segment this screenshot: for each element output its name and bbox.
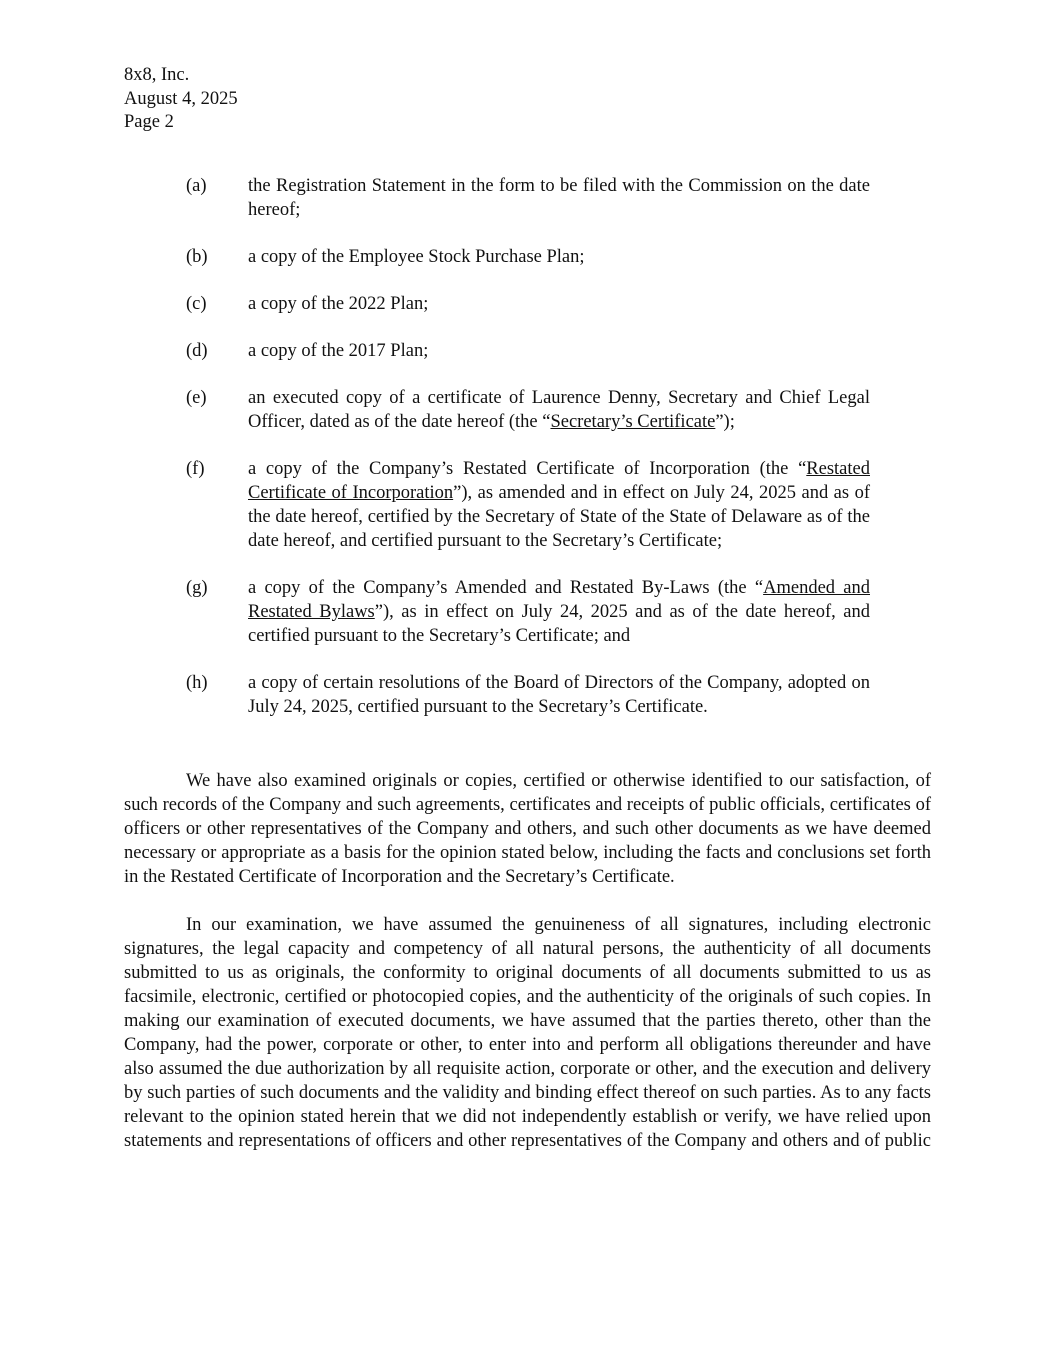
list-item xyxy=(186,174,870,222)
item-label: (h) xyxy=(186,673,208,693)
item-label: (b) xyxy=(186,247,208,267)
item-label: (c) xyxy=(186,294,207,314)
body-text xyxy=(124,769,931,1177)
list-item xyxy=(186,386,870,434)
item-label: (a) xyxy=(186,176,207,196)
paragraph-assumptions: In our examination, we have assumed the genuineness of all signatures, including electronic signatures, the legal capacity and competency of all natural persons, the authenticity of all documents submitted to us as originals, the conformity to original documents of all documents submitted to us as facsimile, electronic, certified or photocopied copies, and the authenticity of the originals of such copies. In making our examination of executed documents, we have assumed that the parties thereto, other than the Company, had the power, corporate or other, to enter into and perform all obligations thereunder and have also assumed the due authorization by all requisite action, corporate or other, and the execution and delivery by such parties of such documents and the validity and binding effect thereof on such parties. As to any facts relevant to the opinion stated herein that we did not independently establish or verify, we have relied upon statements and representations of officers and other representatives of the Company and others and of public xyxy=(124,915,931,1151)
defined-term: Secretary’s Certificate xyxy=(550,412,716,432)
item-label: (d) xyxy=(186,341,208,361)
item-label: (f) xyxy=(186,459,205,479)
item-text: a copy of the 2017 Plan; xyxy=(248,341,429,361)
item-text: a copy of the 2022 Plan; xyxy=(248,294,429,314)
item-text xyxy=(248,457,870,553)
item-text xyxy=(248,386,870,434)
defined-term: Amended and Restated Bylaws xyxy=(248,578,870,622)
list-item xyxy=(186,339,870,363)
item-text-post: ”), as in effect on July 24, 2025 and as of the date hereof, and certified pursuant to the Secretary’s Certificate; and xyxy=(248,602,870,646)
letterhead xyxy=(124,64,238,135)
item-label: (g) xyxy=(186,578,208,598)
item-text-pre: an executed copy of a certificate of Laurence Denny, Secretary and Chief Legal Officer, dated as of the date hereof (the “ xyxy=(248,388,870,432)
item-text-pre: a copy of the Company’s Amended and Restated By-Laws (the “ xyxy=(248,578,764,598)
item-text: a copy of certain resolutions of the Board of Directors of the Company, adopted on July 24, 2025, certified pursuant to the Secretary’s Certificate. xyxy=(248,673,870,717)
list-item xyxy=(186,576,870,648)
page-number: Page 2 xyxy=(124,112,174,132)
list-item xyxy=(186,292,870,316)
item-text: a copy of the Employee Stock Purchase Plan; xyxy=(248,247,585,267)
list-item xyxy=(186,671,870,719)
paragraph-examination-scope: We have also examined originals or copies, certified or otherwise identified to our satisfaction, of such records of the Company and such agreements, certificates and receipts of public officials, certificates of officers or other representatives of the Company and others, and such other documents as we have deemed necessary or appropriate as a basis for the opinion stated below, including the facts and conclusions set forth in the Restated Certificate of Incorporation and the Secretary’s Certificate. xyxy=(124,771,931,887)
examined-documents-list xyxy=(186,174,870,742)
list-item xyxy=(186,457,870,553)
letter-date: August 4, 2025 xyxy=(124,88,238,109)
company-name: 8x8, Inc. xyxy=(124,65,190,85)
item-text: the Registration Statement in the form to be filed with the Commission on the date hereof; xyxy=(248,176,870,220)
defined-term: Restated Certificate of Incorporation xyxy=(248,459,870,503)
item-text xyxy=(248,576,870,648)
item-text-post: ”); xyxy=(715,412,735,432)
item-text-pre: a copy of the Company’s Restated Certificate of Incorporation (the “ xyxy=(248,459,807,479)
item-text-post: ”), as amended and in effect on July 24, 2025 and as of the date hereof, certified by the Secretary of State of the State of Delaware as of the date hereof, and certified pursuant to the Secretary’s Certificate; xyxy=(248,483,870,551)
item-label: (e) xyxy=(186,388,207,408)
list-item xyxy=(186,245,870,269)
